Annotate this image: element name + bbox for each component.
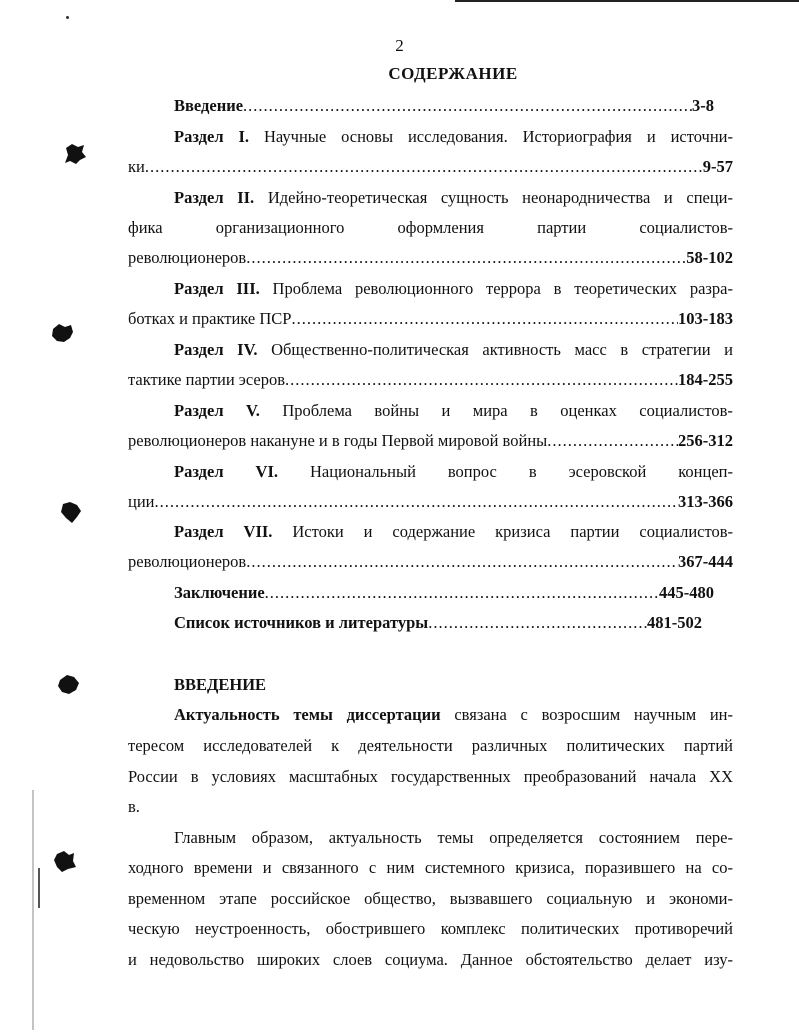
section-title-text: Проблема революционного террора в теоретических разра- [272, 279, 733, 298]
toc-leader-dots [246, 552, 678, 572]
toc-entry-pages: 481-502 [647, 613, 702, 632]
paragraph-lead-bold: Актуальность темы диссертации [174, 705, 441, 724]
toc-entry-label: Заключение [174, 583, 265, 602]
word: в [528, 462, 537, 481]
word: фика [128, 218, 163, 237]
toc-leader-dots [145, 157, 703, 177]
section-title-text: Идейно-теоретическая сущность неонародничества и специ- [267, 188, 733, 207]
toc-entry-section-7-line-1 [174, 522, 733, 542]
section-head: Раздел [174, 401, 224, 420]
binder-hole-mark [62, 142, 88, 166]
toc-entry-pages: 256-312 [678, 431, 733, 450]
word: вопрос [447, 462, 497, 481]
word: Национальный [309, 462, 416, 481]
toc-entry-section-1 [128, 157, 733, 177]
section-title-text: Научные основы исследования. Историография и источни- [264, 127, 734, 146]
word: концеп- [678, 462, 733, 481]
toc-entry-section-2-line-2 [128, 218, 733, 238]
paragraph-text: связана с возросшим научным ин- [454, 705, 734, 724]
section-head: Раздел VII. [174, 522, 273, 541]
paragraph-2-line-1: Главным образом, актуальность темы определяется состоянием пере- [174, 828, 733, 847]
binder-hole-mark [52, 849, 78, 873]
toc-entry-section-2 [128, 248, 733, 268]
toc-entry-section-3 [128, 309, 733, 329]
scan-edge-shadow [32, 790, 34, 1030]
paragraph-2-line-2: ходного времени и связанного с ним системного кризиса, поразившего на со- [128, 858, 733, 877]
word: организационного [215, 218, 345, 237]
word: и [441, 401, 451, 420]
toc-entry-section-5 [128, 431, 733, 451]
toc-entry-pages: 103-183 [678, 309, 733, 328]
word: войны [374, 401, 420, 420]
toc-entry-pages: 445-480 [659, 583, 714, 602]
toc-leader-dots [265, 583, 659, 603]
section-title-text: ботках и практике ПСР [128, 309, 292, 328]
toc-entry-section-6-line-1 [174, 462, 733, 482]
toc-entry-section-5-line-1 [174, 401, 733, 421]
paragraph-1-line-1 [174, 705, 733, 725]
word: в [530, 401, 538, 420]
paragraph-2-line-5: и недовольство широких слоев социума. Данное обстоятельство делает изу- [128, 950, 733, 969]
toc-entry-label: Введение [174, 96, 244, 115]
scan-edge-mark [38, 868, 40, 908]
toc-entry-sources [174, 613, 702, 633]
paragraph-2-line-4: ческую неустроенность, обострившего комплекс политических противоречий [128, 919, 733, 938]
page-number: 2 [395, 36, 404, 55]
word: мира [472, 401, 508, 420]
paragraph-2-line-3: временном этапе российское общество, вызвавшего социальную и экономи- [128, 889, 733, 908]
toc-entry-section-1-line-1 [174, 127, 733, 147]
toc-entry-pages: 367-444 [678, 552, 733, 571]
section-title-text: ки [128, 157, 145, 176]
toc-entry-pages: 184-255 [678, 370, 733, 389]
section-title-text: революционеров [128, 248, 247, 267]
paragraph-1-line-3: России в условиях масштабных государственных преобразований начала XX [128, 767, 733, 786]
toc-leader-dots [243, 96, 692, 116]
toc-leader-dots [547, 431, 678, 451]
paragraph-1-line-2: тересом исследователей к деятельности различных политических партий [128, 736, 733, 755]
toc-entry-pages: 9-57 [702, 157, 733, 176]
toc-leader-dots [155, 492, 679, 512]
toc-leader-dots [285, 370, 678, 390]
section-title-text: тактике партии эсеров [128, 370, 286, 389]
word: эсеровской [568, 462, 647, 481]
toc-entry-conclusion [174, 583, 714, 603]
toc-entry-pages: 58-102 [686, 248, 733, 267]
binder-hole-mark [56, 673, 82, 697]
section-title-text: революционеров [128, 552, 247, 571]
toc-entry-section-3-line-1 [174, 279, 733, 299]
section-head: Раздел [174, 462, 224, 481]
section-title-text: Общественно-политическая активность масс в стратегии и [271, 340, 734, 359]
toc-entry-section-4-line-1 [174, 340, 733, 360]
section-head: V. [246, 401, 260, 420]
word: социалистов- [639, 218, 733, 237]
word: оформления [397, 218, 484, 237]
toc-entry-section-6 [128, 492, 733, 512]
toc-title: СОДЕРЖАНИЕ [388, 64, 518, 83]
word: Проблема [282, 401, 352, 420]
toc-entry-label: Список источников и литературы [174, 613, 429, 632]
section-title-introduction: ВВЕДЕНИЕ [174, 675, 267, 694]
section-head: Раздел III. [174, 279, 260, 298]
section-head: Раздел II. [174, 188, 255, 207]
word: социалистов- [639, 401, 733, 420]
section-head: Раздел IV. [174, 340, 258, 359]
toc-entry-section-7 [128, 552, 733, 572]
scan-edge-line [455, 0, 799, 2]
binder-hole-mark [50, 321, 76, 345]
word: партии [537, 218, 587, 237]
section-title-text: революционеров накануне и в годы Первой мировой войны [128, 431, 548, 450]
binder-hole-mark [58, 500, 84, 524]
section-head: VI. [255, 462, 279, 481]
paragraph-1-line-4: в. [128, 797, 140, 816]
toc-entry-introduction [174, 96, 714, 116]
section-title-text: ции [128, 492, 155, 511]
toc-entry-section-4 [128, 370, 733, 390]
toc-entry-pages: 3-8 [692, 96, 714, 115]
toc-leader-dots [291, 309, 678, 329]
toc-entry-section-2-line-1 [174, 188, 733, 208]
toc-entry-pages: 313-366 [678, 492, 733, 511]
scan-speck [66, 16, 69, 19]
word: оценках [560, 401, 617, 420]
section-head: Раздел I. [174, 127, 250, 146]
toc-leader-dots [428, 613, 647, 633]
toc-leader-dots [246, 248, 686, 268]
section-title-text: Истоки и содержание кризиса партии социалистов- [292, 522, 733, 541]
